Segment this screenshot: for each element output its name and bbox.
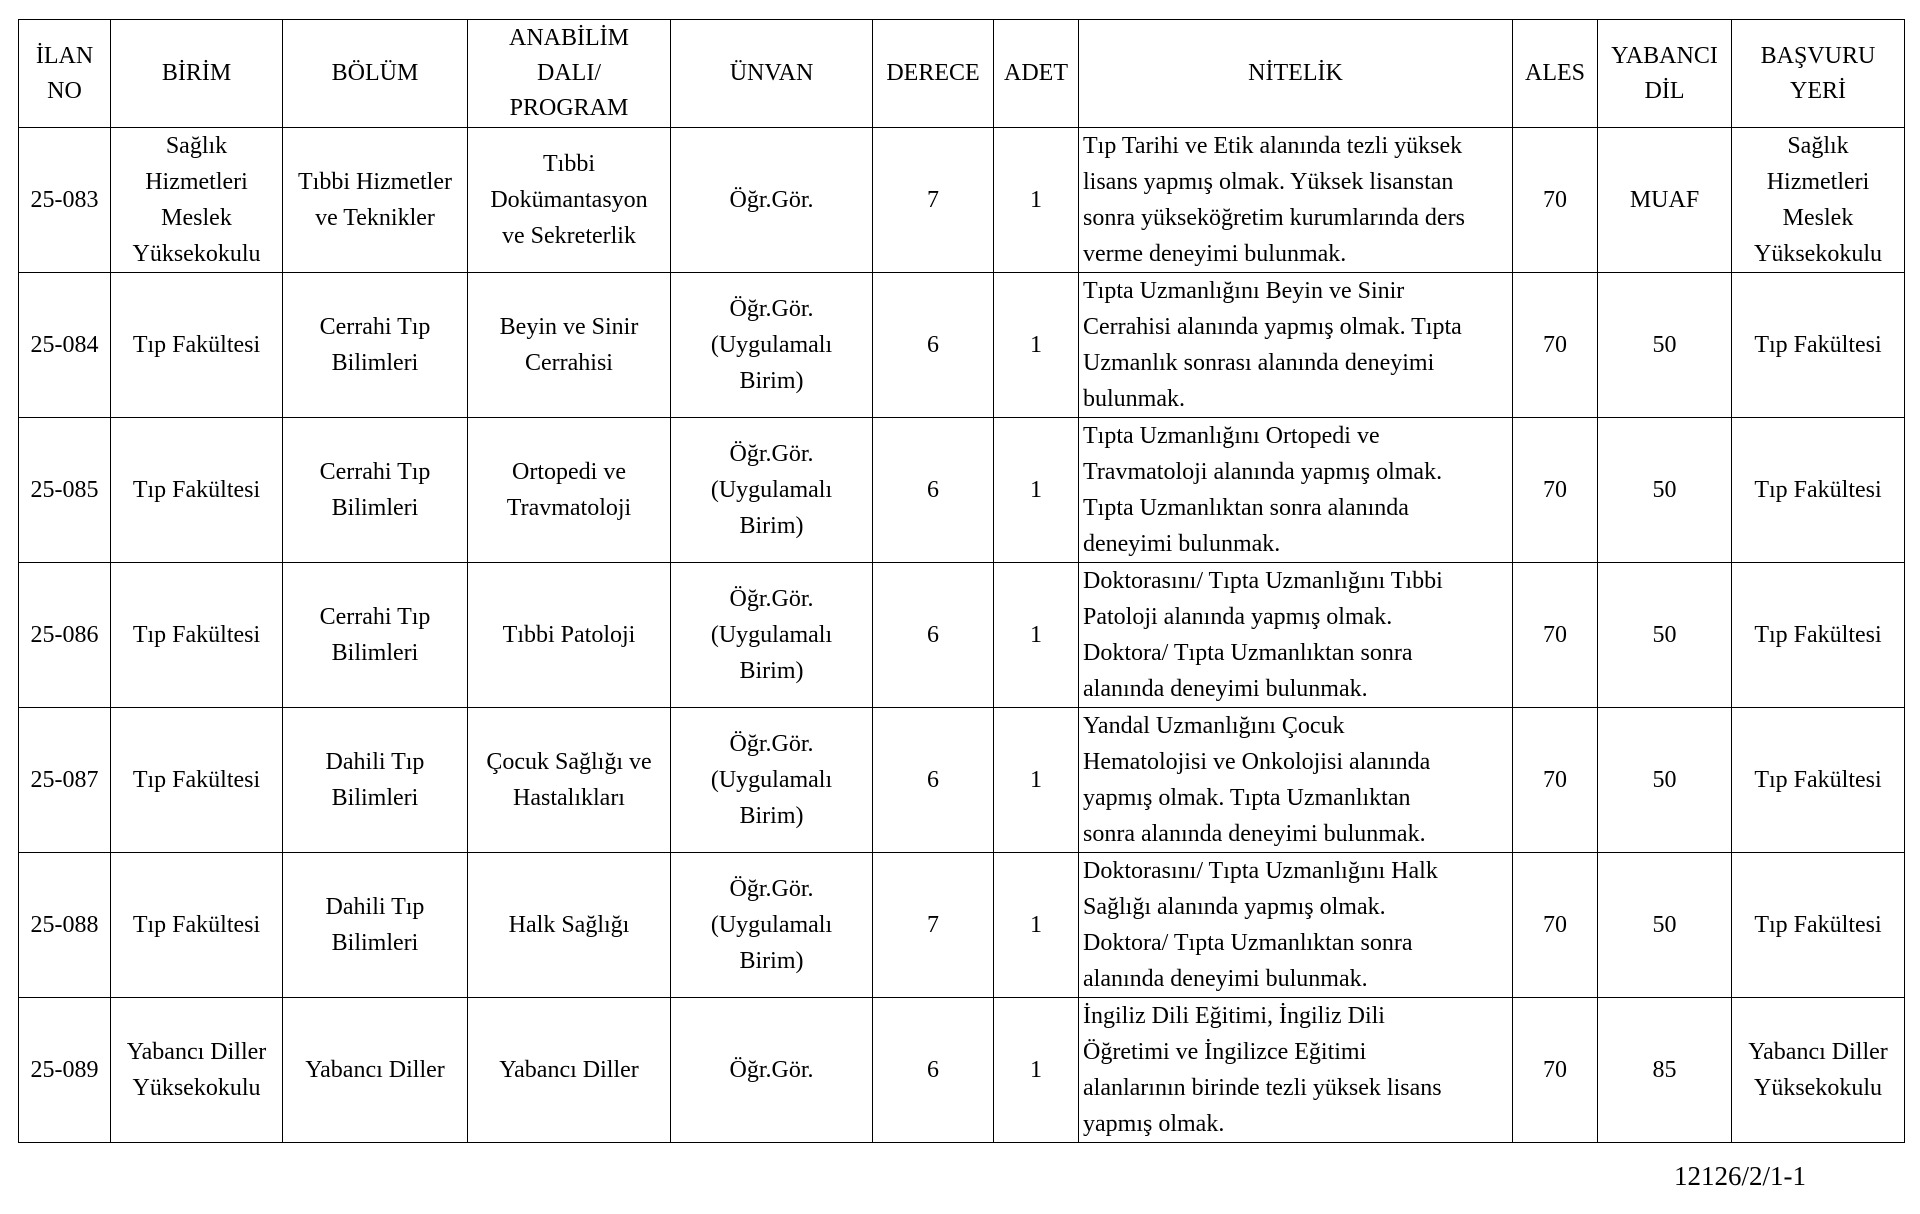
cell-text: 6: [927, 622, 939, 648]
cell-birim: [111, 273, 283, 418]
column-header-ilan-no: İLAN NO: [19, 20, 111, 128]
cell-derece: [873, 708, 994, 853]
cell-birim: [111, 563, 283, 708]
cell-text: İngiliz Dili Eğitimi, İngiliz Dili Öğretimi ve İngilizce Eğitimi alanlarının birinde tezli yüksek lisans yapmış olmak.: [1083, 1003, 1442, 1137]
cell-derece: [873, 273, 994, 418]
cell-text: 25-087: [30, 767, 99, 793]
cell-text: Doktorasını/ Tıpta Uzmanlığını Halk Sağlığı alanında yapmış olmak. Doktora/ Tıpta Uzmanlıktan sonra alanında deneyimi bulunmak.: [1083, 858, 1438, 992]
cell-nitelik: [1079, 853, 1513, 998]
cell-ales: [1513, 998, 1598, 1143]
cell-adet: [994, 708, 1079, 853]
cell-ilan-no: [19, 273, 111, 418]
cell-text: Ortopedi ve Travmatoloji: [506, 459, 632, 521]
cell-text: Tıp Fakültesi: [1754, 622, 1882, 648]
cell-text: 25-089: [30, 1057, 99, 1083]
cell-text: Öğr.Gör. (Uygulamalı Birim): [710, 586, 833, 684]
table-header-row: [19, 20, 1905, 128]
cell-text: 70: [1543, 622, 1567, 648]
cell-birim: [111, 853, 283, 998]
cell-text: Tıbbi Patoloji: [502, 622, 636, 648]
cell-ales: [1513, 273, 1598, 418]
cell-text: Yabancı Diller: [305, 1057, 445, 1083]
cell-bolum: [283, 418, 468, 563]
cell-unvan: [671, 998, 873, 1143]
column-header-basvuru-yeri: BAŞVURU YERİ: [1732, 20, 1905, 128]
cell-ales: [1513, 418, 1598, 563]
cell-text: 25-088: [30, 912, 99, 938]
cell-text: Tıp Fakültesi: [1754, 332, 1882, 358]
cell-birim: [111, 998, 283, 1143]
cell-basvuru-yeri: [1732, 853, 1905, 998]
cell-text: Cerrahi Tıp Bilimleri: [319, 314, 431, 376]
cell-text: Tıp Fakültesi: [1754, 477, 1882, 503]
cell-ilan-no: [19, 853, 111, 998]
cell-text: 50: [1652, 332, 1677, 358]
cell-anabilim: [468, 418, 671, 563]
cell-text: Tıp Fakültesi: [1754, 767, 1882, 793]
cell-text: Tıp Fakültesi: [132, 912, 261, 938]
cell-unvan: [671, 853, 873, 998]
cell-text: 7: [927, 912, 939, 938]
cell-text: Yandal Uzmanlığını Çocuk Hematolojisi ve Onkolojisi alanında yapmış olmak. Tıpta Uzmanlıktan sonra alanında deneyimi bulunmak.: [1083, 713, 1431, 847]
cell-yabanci-dil: [1598, 418, 1732, 563]
cell-basvuru-yeri: [1732, 128, 1905, 273]
cell-birim: [111, 418, 283, 563]
cell-text: Tıbbi Hizmetler ve Teknikler: [298, 169, 452, 231]
cell-bolum: [283, 708, 468, 853]
cell-text: 1: [1030, 767, 1042, 793]
cell-text: 25-083: [30, 187, 99, 213]
cell-text: Dahili Tıp Bilimleri: [325, 894, 425, 956]
cell-bolum: [283, 998, 468, 1143]
cell-ilan-no: [19, 708, 111, 853]
cell-bolum: [283, 853, 468, 998]
cell-text: Cerrahi Tıp Bilimleri: [319, 604, 431, 666]
cell-text: 25-086: [30, 622, 99, 648]
cell-unvan: [671, 273, 873, 418]
cell-text: 1: [1030, 332, 1042, 358]
cell-text: 1: [1030, 912, 1042, 938]
cell-text: Tıpta Uzmanlığını Beyin ve Sinir Cerrahisi alanında yapmış olmak. Tıpta Uzmanlık sonrası alanında deneyimi bulunmak.: [1083, 278, 1462, 412]
table-row: [19, 708, 1905, 853]
cell-text: Yabancı Diller Yüksekokulu: [1748, 1039, 1888, 1101]
cell-text: 25-085: [30, 477, 99, 503]
cell-anabilim: [468, 708, 671, 853]
cell-yabanci-dil: [1598, 853, 1732, 998]
table-row: [19, 273, 1905, 418]
cell-unvan: [671, 128, 873, 273]
cell-anabilim: [468, 998, 671, 1143]
cell-text: 50: [1652, 622, 1677, 648]
cell-text: 85: [1652, 1057, 1677, 1083]
cell-text: 6: [927, 332, 939, 358]
cell-text: 6: [927, 477, 939, 503]
cell-birim: [111, 128, 283, 273]
cell-yabanci-dil: [1598, 708, 1732, 853]
cell-text: 50: [1652, 477, 1677, 503]
column-header-anabilim: ANABİLİM DALI/ PROGRAM: [468, 20, 671, 128]
column-header-ales: ALES: [1513, 20, 1598, 128]
cell-derece: [873, 563, 994, 708]
cell-text: Tıp Fakültesi: [1754, 912, 1882, 938]
cell-nitelik: [1079, 708, 1513, 853]
cell-text: MUAF: [1629, 187, 1700, 213]
cell-anabilim: [468, 128, 671, 273]
cell-text: Tıp Tarihi ve Etik alanında tezli yüksek lisans yapmış olmak. Yüksek lisanstan sonra yükseköğretim kurumlarında ders verme deneyimi bulunmak.: [1083, 133, 1465, 267]
cell-text: Cerrahi Tıp Bilimleri: [319, 459, 431, 521]
column-header-bolum: BÖLÜM: [283, 20, 468, 128]
document-code: 12126/2/1-1: [1674, 1161, 1806, 1191]
cell-text: Öğr.Gör. (Uygulamalı Birim): [710, 876, 833, 974]
cell-anabilim: [468, 563, 671, 708]
cell-nitelik: [1079, 418, 1513, 563]
cell-text: Tıbbi Dokümantasyon ve Sekreterlik: [490, 151, 648, 249]
cell-anabilim: [468, 273, 671, 418]
cell-bolum: [283, 563, 468, 708]
cell-ilan-no: [19, 998, 111, 1143]
cell-text: 70: [1543, 187, 1567, 213]
cell-text: Tıp Fakültesi: [132, 767, 261, 793]
cell-text: 50: [1652, 912, 1677, 938]
column-header-derece: DERECE: [873, 20, 994, 128]
cell-derece: [873, 998, 994, 1143]
cell-birim: [111, 708, 283, 853]
table-row: [19, 128, 1905, 273]
cell-text: 1: [1030, 187, 1042, 213]
cell-yabanci-dil: [1598, 128, 1732, 273]
cell-ilan-no: [19, 418, 111, 563]
cell-basvuru-yeri: [1732, 418, 1905, 563]
cell-text: Doktorasını/ Tıpta Uzmanlığını Tıbbi Patoloji alanında yapmış olmak. Doktora/ Tıpta Uzmanlıktan sonra alanında deneyimi bulunmak.: [1083, 568, 1443, 702]
column-header-unvan: ÜNVAN: [671, 20, 873, 128]
cell-text: Tıp Fakültesi: [132, 622, 261, 648]
cell-nitelik: [1079, 563, 1513, 708]
cell-text: Dahili Tıp Bilimleri: [325, 749, 425, 811]
column-header-birim: BİRİM: [111, 20, 283, 128]
job-posting-table: [18, 19, 1905, 1143]
cell-ilan-no: [19, 563, 111, 708]
cell-text: 70: [1543, 1057, 1567, 1083]
cell-text: Beyin ve Sinir Cerrahisi: [499, 314, 639, 376]
cell-text: 6: [927, 767, 939, 793]
column-header-nitelik: NİTELİK: [1079, 20, 1513, 128]
cell-text: 1: [1030, 477, 1042, 503]
cell-text: Sağlık Hizmetleri Meslek Yüksekokulu: [132, 133, 261, 267]
cell-adet: [994, 273, 1079, 418]
cell-yabanci-dil: [1598, 563, 1732, 708]
cell-text: Yabancı Diller: [499, 1057, 639, 1083]
cell-ales: [1513, 853, 1598, 998]
cell-text: 70: [1543, 332, 1567, 358]
cell-basvuru-yeri: [1732, 563, 1905, 708]
cell-text: Tıp Fakültesi: [132, 332, 261, 358]
cell-adet: [994, 998, 1079, 1143]
cell-adet: [994, 563, 1079, 708]
cell-nitelik: [1079, 998, 1513, 1143]
cell-adet: [994, 128, 1079, 273]
cell-derece: [873, 128, 994, 273]
cell-text: Tıp Fakültesi: [132, 477, 261, 503]
cell-ales: [1513, 563, 1598, 708]
cell-text: 7: [927, 187, 939, 213]
cell-yabanci-dil: [1598, 998, 1732, 1143]
cell-text: Öğr.Gör. (Uygulamalı Birim): [710, 731, 833, 829]
cell-basvuru-yeri: [1732, 998, 1905, 1143]
cell-nitelik: [1079, 128, 1513, 273]
table-row: [19, 563, 1905, 708]
column-header-yabanci-dil: YABANCI DİL: [1598, 20, 1732, 128]
cell-text: Öğr.Gör.: [729, 1057, 814, 1083]
cell-text: Öğr.Gör.: [729, 187, 814, 213]
cell-ales: [1513, 128, 1598, 273]
cell-adet: [994, 853, 1079, 998]
cell-text: 70: [1543, 477, 1567, 503]
cell-derece: [873, 853, 994, 998]
column-header-adet: ADET: [994, 20, 1079, 128]
cell-nitelik: [1079, 273, 1513, 418]
cell-ilan-no: [19, 128, 111, 273]
cell-text: Tıpta Uzmanlığını Ortopedi ve Travmatoloji alanında yapmış olmak. Tıpta Uzmanlıktan sonra alanında deneyimi bulunmak.: [1083, 423, 1443, 557]
cell-text: Öğr.Gör. (Uygulamalı Birim): [710, 441, 833, 539]
cell-text: 70: [1543, 767, 1567, 793]
cell-text: Sağlık Hizmetleri Meslek Yüksekokulu: [1754, 133, 1882, 267]
cell-derece: [873, 418, 994, 563]
cell-text: 1: [1030, 1057, 1042, 1083]
cell-text: Halk Sağlığı: [508, 912, 630, 938]
cell-text: 70: [1543, 912, 1567, 938]
table-row: [19, 418, 1905, 563]
table-row: [19, 853, 1905, 998]
table-row: [19, 998, 1905, 1143]
cell-yabanci-dil: [1598, 273, 1732, 418]
cell-bolum: [283, 128, 468, 273]
table-body: [19, 128, 1905, 1143]
cell-text: 25-084: [30, 332, 99, 358]
cell-unvan: [671, 418, 873, 563]
cell-unvan: [671, 563, 873, 708]
cell-basvuru-yeri: [1732, 708, 1905, 853]
cell-unvan: [671, 708, 873, 853]
cell-text: Öğr.Gör. (Uygulamalı Birim): [710, 296, 833, 394]
cell-text: 6: [927, 1057, 939, 1083]
cell-bolum: [283, 273, 468, 418]
cell-adet: [994, 418, 1079, 563]
cell-text: 1: [1030, 622, 1042, 648]
cell-text: Yabancı Diller Yüksekokulu: [126, 1039, 267, 1101]
cell-text: Çocuk Sağlığı ve Hastalıkları: [486, 749, 652, 811]
cell-basvuru-yeri: [1732, 273, 1905, 418]
cell-anabilim: [468, 853, 671, 998]
cell-text: 50: [1652, 767, 1677, 793]
cell-ales: [1513, 708, 1598, 853]
